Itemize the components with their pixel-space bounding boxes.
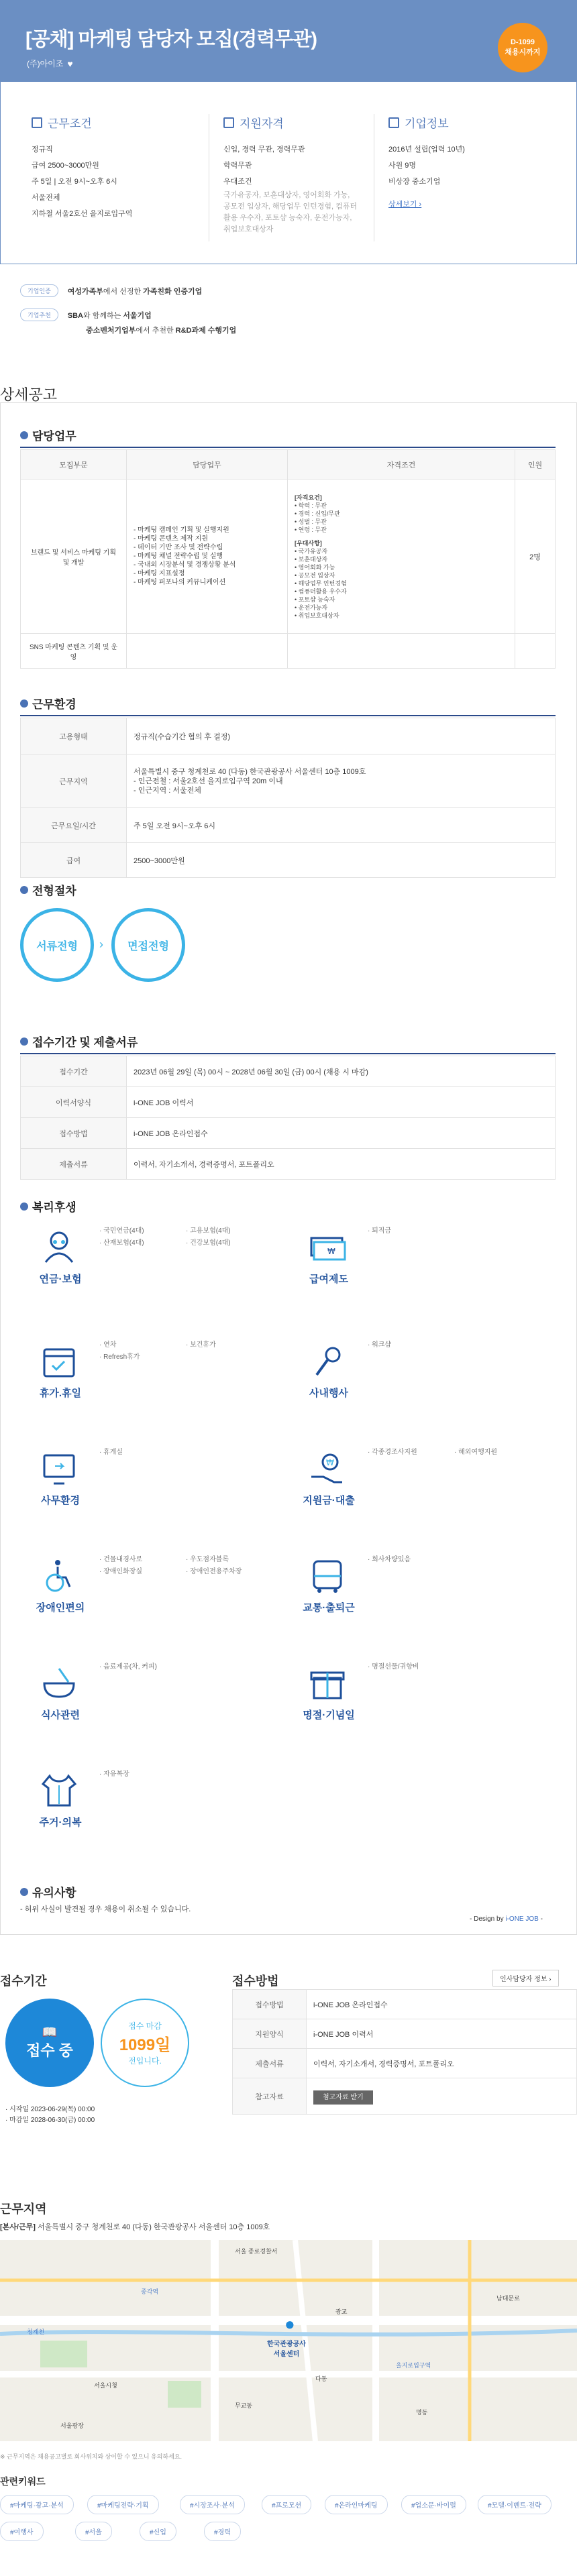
env-value: 2500~3000만원 — [127, 843, 556, 878]
keyword-chip[interactable]: #신입 — [140, 2522, 176, 2541]
location-address: [본사/근무] 서울특별시 중구 청계천로 40 (다동) 한국관광공사 서울센터 10층 1009호 — [0, 2223, 270, 2231]
cert-tag-row — [20, 309, 152, 321]
map-label: 무교동 — [235, 2402, 253, 2409]
qualification-line: 우대조건 — [223, 178, 252, 186]
download-reference-button[interactable]: 첨고자료 받기 — [313, 2090, 373, 2105]
welfare-item — [27, 1553, 268, 1661]
apply-end: · 마감일 2028-06-30(금) 00:00 — [5, 2117, 95, 2124]
table-header: 담당업무 — [127, 450, 288, 480]
summary-company — [388, 114, 549, 213]
duties-heading: 담당업무 — [20, 427, 76, 443]
meal-icon — [39, 1665, 79, 1702]
welfare-item — [295, 1339, 537, 1446]
env-value: 정규직(수습기간 협의 후 결정) — [127, 718, 556, 754]
method-value: 이력서, 자기소개서, 경력증명서, 포트폴리오 — [307, 2049, 577, 2078]
welfare-detail: · 보건휴가 — [186, 1339, 267, 1349]
env-label: 고용형태 — [21, 718, 127, 754]
apply-method-title: 접수방법 — [232, 1974, 279, 1988]
dday-badge-label: 채용시까지 — [505, 48, 541, 56]
welfare-detail: · 명절선물/귀향비 — [368, 1661, 449, 1671]
env-label: 근무요일/시간 — [21, 808, 127, 843]
welfare-detail: · 자유복장 — [99, 1768, 180, 1778]
money-hand-icon — [307, 1450, 348, 1488]
company-name-row[interactable] — [27, 58, 73, 69]
condition-line: 주 5일 | 오전 9시~오후 6시 — [32, 178, 117, 186]
welfare-name: 장애인편의 — [36, 1602, 85, 1614]
condition-line: 정규직 — [32, 146, 53, 154]
table-header: 모집부문 — [21, 450, 127, 480]
env-heading: 근무환경 — [20, 695, 76, 712]
condition-line: 급여 2500~3000만원 — [32, 162, 99, 170]
keyword-chip[interactable]: #프로모션 — [262, 2495, 311, 2514]
building-icon — [388, 117, 399, 128]
welfare-name: 휴가.휴일 — [39, 1388, 82, 1399]
period-value: i-ONE JOB 온라인접수 — [127, 1118, 556, 1149]
welfare-detail: · 음료제공(차, 커피) — [99, 1661, 180, 1671]
welfare-item — [295, 1661, 537, 1768]
heart-icon[interactable]: ♥ — [67, 58, 73, 69]
summary-company-title: 기업정보 — [405, 117, 449, 130]
bullet-icon — [20, 431, 28, 439]
welfare-item — [27, 1768, 268, 1875]
welfare-detail: · 장애인전용주차장 — [186, 1565, 267, 1575]
company-detail-link[interactable]: 상세보기 › — [388, 201, 422, 209]
keyword-chip[interactable]: #서울 — [75, 2522, 112, 2541]
period-label: 이력서양식 — [21, 1087, 127, 1118]
bullet-icon — [20, 1202, 28, 1211]
table-header: 자격조건 — [288, 450, 515, 480]
detail-section-title: 상세공고 — [0, 386, 58, 403]
bullet-icon — [20, 886, 28, 894]
bullet-icon — [20, 1888, 28, 1896]
period-label: 제출서류 — [21, 1149, 127, 1180]
welfare-name: 연금·보험 — [39, 1274, 82, 1285]
heading-bar — [20, 715, 556, 716]
welfare-heading: 복리후생 — [20, 1198, 76, 1215]
welfare-item — [27, 1446, 268, 1553]
keywords-title: 관련키워드 — [0, 2476, 46, 2487]
map-marker-label: 한국관광공사 서울센터 — [267, 2341, 306, 2358]
welfare-detail: · 우도점자블록 — [186, 1553, 267, 1563]
period-value: i-ONE JOB 이력서 — [127, 1087, 556, 1118]
welfare-detail: · 각종경조사지원 — [368, 1446, 449, 1456]
bullet-icon — [20, 699, 28, 708]
welfare-name: 주거·의복 — [39, 1817, 82, 1828]
cert-tag-row — [86, 325, 236, 335]
welfare-detail: · 건강보험(4대) — [186, 1237, 267, 1247]
monitor-icon — [39, 1450, 79, 1488]
duty-part: SNS 마케팅 콘텐츠 기획 및 운영 — [21, 634, 127, 669]
welfare-name: 사내행사 — [309, 1388, 348, 1399]
process-step: 서류전형 — [20, 908, 94, 982]
keyword-chip[interactable]: #마케팅·광고·분석 — [0, 2495, 74, 2514]
welfare-detail: · 해외여행지원 — [454, 1446, 535, 1456]
process-step: 면접전형 — [111, 908, 185, 982]
condition-line: 지하철 서울2호선 을지로입구역 — [32, 210, 133, 218]
qualification-line: 신입, 경력 무관, 경력무관 — [223, 146, 305, 154]
map-marker-icon[interactable]: ● — [284, 2314, 295, 2334]
cert-tag-row — [20, 284, 202, 297]
map-label: 광교 — [335, 2308, 348, 2315]
condition-line: 서울전체 — [32, 194, 60, 202]
id-card-icon — [223, 117, 234, 128]
welfare-detail: · 건물내경사로 — [99, 1553, 180, 1563]
apply-status: 접수 중 — [26, 2042, 73, 2059]
method-label: 지원양식 — [233, 2019, 307, 2049]
method-label: 접수방법 — [233, 1990, 307, 2019]
map-label: 명동 — [416, 2409, 428, 2416]
keyword-chip[interactable]: #온라인마케팅 — [325, 2495, 388, 2514]
method-value: i-ONE JOB 이력서 — [307, 2019, 577, 2049]
location-note: ※ 근무지역은 채용공고별로 회사위치와 상이할 수 있으니 유의하세요. — [0, 2453, 182, 2460]
welfare-detail: · 국민연금(4대) — [99, 1225, 180, 1235]
apply-dday: 1099일 — [119, 2035, 171, 2054]
map-label: 서울시청 — [94, 2382, 117, 2389]
apply-period-title: 접수기간 — [0, 1974, 47, 1988]
welfare-item — [295, 1553, 537, 1661]
welfare-name: 지원금·대출 — [303, 1495, 355, 1506]
map-label: 남대문로 — [496, 2295, 520, 2302]
period-label: 접수방법 — [21, 1118, 127, 1149]
tag-pill: 기업인증 — [20, 284, 58, 297]
summary-qualification-title: 지원자격 — [240, 117, 284, 130]
welfare-name: 급여제도 — [309, 1274, 348, 1285]
welfare-item — [295, 1446, 537, 1553]
dday-badge-count: D-1099 — [510, 38, 535, 46]
map-label: 서울광장 — [60, 2422, 84, 2429]
env-value: 서울특별시 중구 청계천로 40 (다동) 한국관광공사 서울센터 10층 1009호 - 인근전철 : 서울2호선 을지로입구역 20m 이내 - 인근지역 : 서울전체 — [127, 754, 556, 808]
welfare-detail: · 회사차량있음 — [368, 1553, 449, 1563]
welfare-name: 교통·출퇴근 — [303, 1602, 355, 1614]
notice-text: - 허위 사실이 발견될 경우 채용이 취소될 수 있습니다. — [20, 1905, 191, 1913]
summary-qualification — [223, 114, 358, 235]
calendar-icon — [39, 1343, 79, 1380]
keyword-chip[interactable]: #마케팅전략·기획 — [87, 2495, 159, 2514]
tag-pill: 기업추천 — [20, 309, 58, 321]
apply-method-table — [232, 1989, 577, 2115]
company-line: 2016년 설립(업력 10년) — [388, 146, 465, 154]
period-label: 접수기간 — [21, 1056, 127, 1087]
clipboard-icon — [32, 117, 42, 128]
keyword-chip[interactable]: #모델·이벤트·전략 — [478, 2495, 552, 2514]
company-line: 사원 9명 — [388, 162, 417, 170]
microphone-icon — [307, 1343, 348, 1380]
keyword-chip[interactable]: #업소문·바이럴 — [401, 2495, 466, 2514]
period-value: 2023년 06월 29일 (목) 00시 ~ 2028년 06월 30일 (금) 00시 (채용 시 마감) — [127, 1056, 556, 1087]
map-label: 다동 — [315, 2375, 327, 2382]
welfare-item — [27, 1661, 268, 1768]
gift-icon — [307, 1665, 348, 1702]
map-label: 종각역 — [141, 2288, 159, 2295]
svg-text:₩: ₩ — [327, 1247, 335, 1256]
welfare-detail: · 연차 — [99, 1339, 180, 1349]
duty-qualifications: [자격요건] • 학력 : 무관 • 경력 : 신입/무관 • 성별 : 무관 • 연령 : 무관 [우대사항] • 국가유공자 • 보훈대상자 • 영어회화 가능 • 공모전 입상자 • 해당업무 인턴경험 • 컴퓨터활용 우수자 • 포토샵 능숙자 • 운전가능자 • 취업보호대상자 — [288, 480, 515, 634]
welfare-name: 사무환경 — [41, 1495, 80, 1506]
duty-tasks: - 마케팅 캠페인 기획 및 실행지원 - 마케팅 콘텐츠 제작 지원 - 데이터 기반 조사 및 전략수립 - 마케팅 채널 전략수립 및 실행 - 국내외 시장분석 및 경쟁상황 분석 - 마케팅 지표설정 - 마케팅 퍼포나의 커뮤니케이션 — [127, 480, 288, 634]
welfare-detail: · 장애인화장실 — [99, 1565, 180, 1575]
clothes-icon — [39, 1772, 79, 1809]
duty-count: 2명 — [515, 480, 556, 634]
design-credit: - Design by i-ONE JOB - — [470, 1915, 543, 1923]
summary-conditions — [32, 114, 199, 222]
method-label: 제출서류 — [233, 2049, 307, 2078]
period-heading: 접수기간 및 제출서류 — [20, 1033, 138, 1050]
svg-text:₩: ₩ — [326, 1458, 334, 1467]
wheelchair-icon — [39, 1557, 79, 1595]
preference-list: 국가유공자, 보훈대상자, 영어회화 가능, 공모전 입상자, 해당업무 인턴경험, 컴퓨터활용 우수자, 포토샵 능숙자, 운전가능자, 취업보호대상자 — [223, 191, 357, 233]
heading-bar — [20, 447, 556, 448]
map[interactable] — [0, 2240, 577, 2441]
apply-dday-circle: 접수 마감 1099일 전입니다. — [101, 1999, 189, 2087]
salary-icon — [307, 1229, 348, 1266]
apply-status-circle — [5, 1999, 94, 2087]
method-value: i-ONE JOB 온라인접수 — [307, 1990, 577, 2019]
bullet-icon — [20, 1038, 28, 1046]
notice-heading: 유의사항 — [20, 1883, 76, 1900]
welfare-detail: · 워크샵 — [368, 1339, 449, 1349]
keyword-chip[interactable]: #여행사 — [0, 2522, 44, 2541]
duty-part: 브랜드 및 서비스 마케팅 기획 및 개발 — [21, 480, 127, 634]
dday-badge — [498, 23, 547, 72]
env-value: 주 5일 오전 9시~오후 6시 — [127, 808, 556, 843]
tag-text: 여성가족부에서 선정한 가족친화 인증기업 — [67, 287, 203, 296]
welfare-item — [27, 1339, 268, 1446]
welfare-detail: · Refresh휴가 — [99, 1351, 180, 1361]
map-label: 서울 종로경찰서 — [235, 2248, 278, 2255]
table-header: 인원 — [515, 450, 556, 480]
period-value: 이력서, 자기소개서, 경력증명서, 포트폴리오 — [127, 1149, 556, 1180]
book-icon: 📖 — [42, 2025, 58, 2039]
qualification-line: 학력무관 — [223, 162, 252, 170]
map-label: 청계천 — [27, 2329, 45, 2335]
duties-table — [20, 449, 556, 669]
welfare-item — [295, 1225, 537, 1332]
heading-bar — [20, 1053, 556, 1054]
period-table — [20, 1056, 556, 1180]
company-line: 비상장 중소기업 — [388, 178, 441, 186]
welfare-detail: · 산재보험(4대) — [99, 1237, 180, 1247]
keyword-chip[interactable]: #경력 — [204, 2522, 241, 2541]
keyword-chip[interactable]: #시장조사·분석 — [180, 2495, 245, 2514]
map-label: 을지로입구역 — [396, 2362, 431, 2369]
process-heading: 전형절차 — [20, 881, 76, 898]
job-title: [공채] 마케팅 담당자 모집(경력무관) — [25, 29, 317, 50]
tag-text: 중소벤처기업부에서 추천한 R&D과제 수행기업 — [86, 327, 237, 335]
bus-icon — [307, 1557, 348, 1595]
chevron-right-icon: › — [99, 938, 103, 951]
method-label: 참고자료 — [233, 2078, 307, 2115]
tag-text: SBA와 함께하는 서울기업 — [67, 311, 152, 320]
welfare-name: 식사관련 — [41, 1710, 80, 1721]
job-summary — [0, 82, 577, 264]
pension-icon — [39, 1229, 79, 1266]
apply-start: · 시작일 2023-06-29(목) 00:00 — [5, 2106, 95, 2113]
env-label: 급여 — [21, 843, 127, 878]
company-name[interactable]: (주)아이조 — [27, 59, 64, 68]
welfare-item — [27, 1225, 268, 1332]
hr-info-button[interactable]: 인사담당자 정보 › — [492, 1970, 559, 1986]
location-title: 근무지역 — [0, 2202, 47, 2216]
welfare-detail: · 퇴직금 — [368, 1225, 449, 1235]
env-label: 근무지역 — [21, 754, 127, 808]
env-table — [20, 718, 556, 878]
welfare-name: 명절·기념일 — [303, 1710, 355, 1721]
welfare-detail: · 고용보험(4대) — [186, 1225, 267, 1235]
welfare-detail: · 휴게실 — [99, 1446, 180, 1456]
summary-conditions-title: 근무조건 — [48, 117, 92, 130]
